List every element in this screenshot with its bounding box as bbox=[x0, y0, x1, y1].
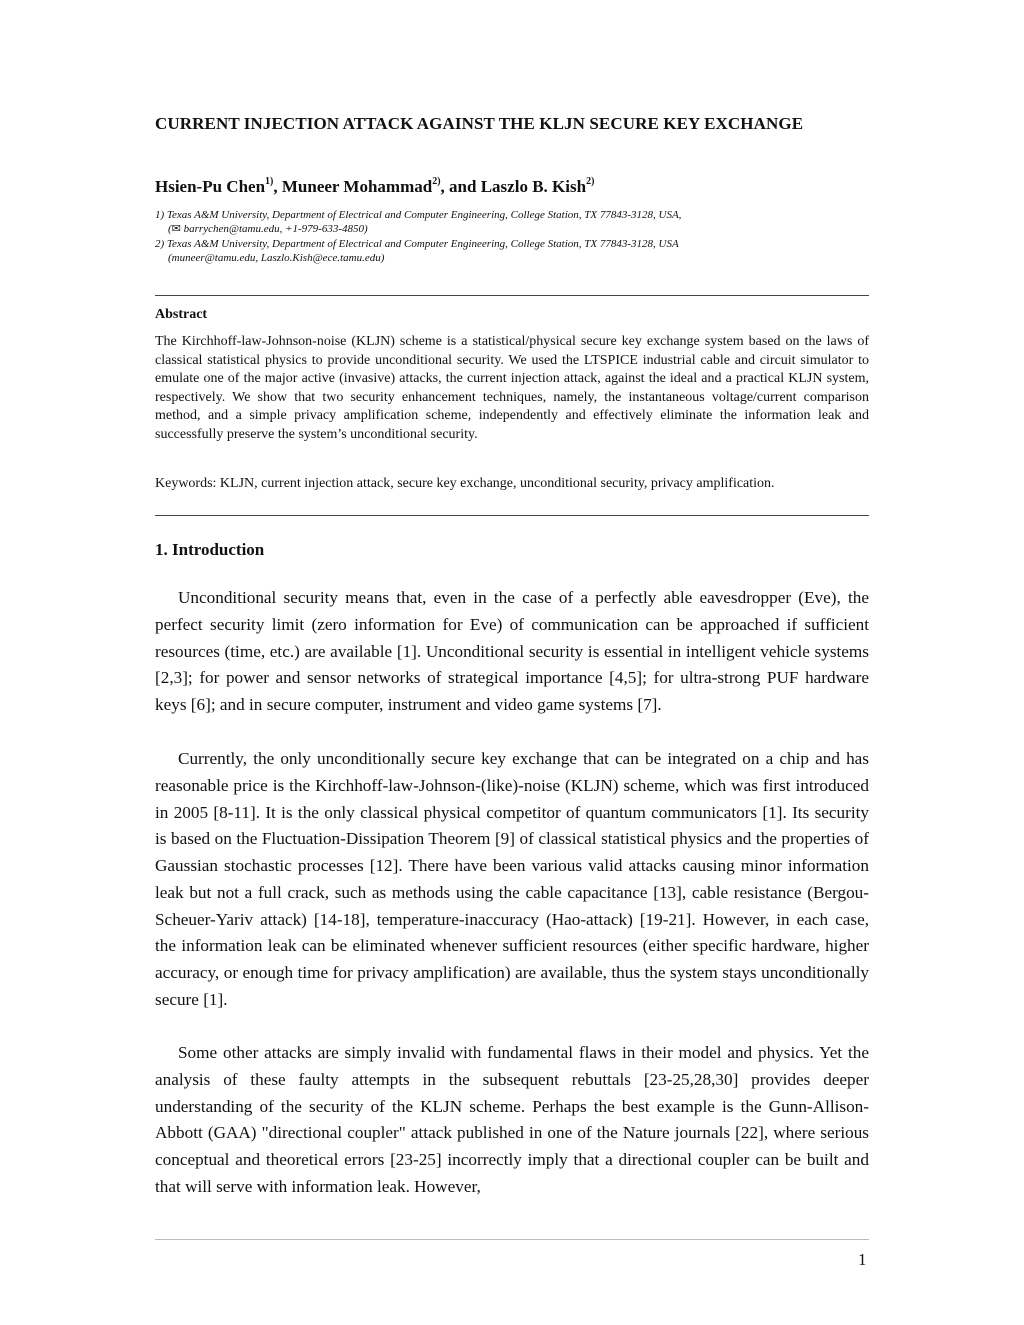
page-number: 1 bbox=[858, 1250, 867, 1269]
abstract-text: The Kirchhoff-law-Johnson-noise (KLJN) scheme is a statistical/physical secure key exchange system based on the laws of classical statistical physics to provide unconditional security. We used the LTSPICE industrial cable and circuit simulator to emulate one of the major active (invasive) attacks, the current injection attack, against the ideal and a practical KLJN system, respectively. We show that two security enhancement techniques, namely, the instantaneous voltage/current comparison method, and a simple privacy amplification scheme, independently and effectively eliminate the information leak and successfully preserve the system’s unconditional security. bbox=[155, 334, 869, 442]
affiliation-paren: ( bbox=[168, 222, 172, 235]
body-paragraph: Some other attacks are simply invalid with fundamental flaws in their model and physics. Yet the analysis of these faulty attempts in the subsequent rebuttals [23-25,28,30] provides deeper understanding of the security of the KLJN scheme. Perhaps the best example is the Gunn-Allison-Abbott (GAA) "directional coupler" attack published in one of the Nature journals [22], where serious conceptual and theoretical errors [23-25] incorrectly imply that a directional coupler can be built and that will serve with information leak. However, bbox=[155, 1043, 869, 1196]
divider bbox=[155, 295, 869, 296]
author-separator: , and bbox=[440, 177, 481, 196]
section-heading: 1. Introduction bbox=[155, 540, 265, 559]
body-paragraph: Unconditional security means that, even in the case of a perfectly able eavesdropper (Eve), the perfect security limit (zero information for Eve) of communication can be approached if sufficient resources (time, etc.) are available [1]. Unconditional security is essential in intelligent vehicle systems [2,3]; for power and sensor networks of strategical importance [4,5]; for ultra-strong PUF hardware keys [6]; and in secure computer, instrument and video game systems [7]. bbox=[155, 588, 869, 714]
abstract-heading: Abstract bbox=[155, 307, 208, 322]
affiliation-1 bbox=[155, 209, 875, 236]
affiliation-line: 1) Texas A&M University, Department of Electrical and Computer Engineering, College Station, TX 77843-3128, USA, bbox=[155, 209, 682, 221]
affiliation-contact bbox=[155, 223, 875, 237]
envelope-icon: ✉ bbox=[171, 222, 181, 235]
footer-divider bbox=[155, 1239, 869, 1240]
affiliation-2 bbox=[155, 238, 875, 265]
keywords: Keywords: KLJN, current injection attack, secure key exchange, unconditional security, privacy amplification. bbox=[155, 476, 775, 491]
author-name: Hsien-Pu Chen bbox=[155, 177, 266, 196]
author-name: Muneer Mohammad bbox=[281, 177, 433, 196]
author-affiliation-mark: 1) bbox=[265, 176, 274, 187]
paper-title: CURRENT INJECTION ATTACK AGAINST THE KLJN SECURE KEY EXCHANGE bbox=[155, 114, 804, 133]
author-separator: , bbox=[273, 177, 282, 196]
affiliation-email: (muneer@tamu.edu, Laszlo.Kish@ece.tamu.edu) bbox=[168, 251, 385, 264]
body-paragraph: Currently, the only unconditionally secure key exchange that can be integrated on a chip and has reasonable price is the Kirchhoff-law-Johnson-(like)-noise (KLJN) scheme, which was first introduced in 2005 [8-11]. It is the only classical physical competitor of quantum communicators [1]. Its security is based on the Fluctuation-Dissipation Theorem [9] of classical statistical physics and the properties of Gaussian stochastic processes [12]. There have been various valid attacks causing minor information leak but not a full crack, such as methods using the cable capacitance [13], cable resistance (Bergou-Scheuer-Yariv attack) [14-18], temperature-inaccuracy (Hao-attack) [19-21]. However, in each case, the information leak can be eliminated whenever sufficient resources (either specific hardware, higher accuracy, or enough time for privacy amplification) are available, thus the system stays unconditionally secure [1]. bbox=[155, 749, 869, 1009]
affiliation-email: barrychen@tamu.edu, +1-979-633-4850) bbox=[180, 222, 368, 235]
author-affiliation-mark: 2) bbox=[586, 176, 595, 187]
divider bbox=[155, 515, 869, 516]
author-list bbox=[155, 175, 594, 199]
author-name: Laszlo B. Kish bbox=[480, 177, 587, 196]
author-affiliation-mark: 2) bbox=[432, 176, 441, 187]
affiliation-line: 2) Texas A&M University, Department of Electrical and Computer Engineering, College Station, TX 77843-3128, USA bbox=[155, 238, 679, 250]
